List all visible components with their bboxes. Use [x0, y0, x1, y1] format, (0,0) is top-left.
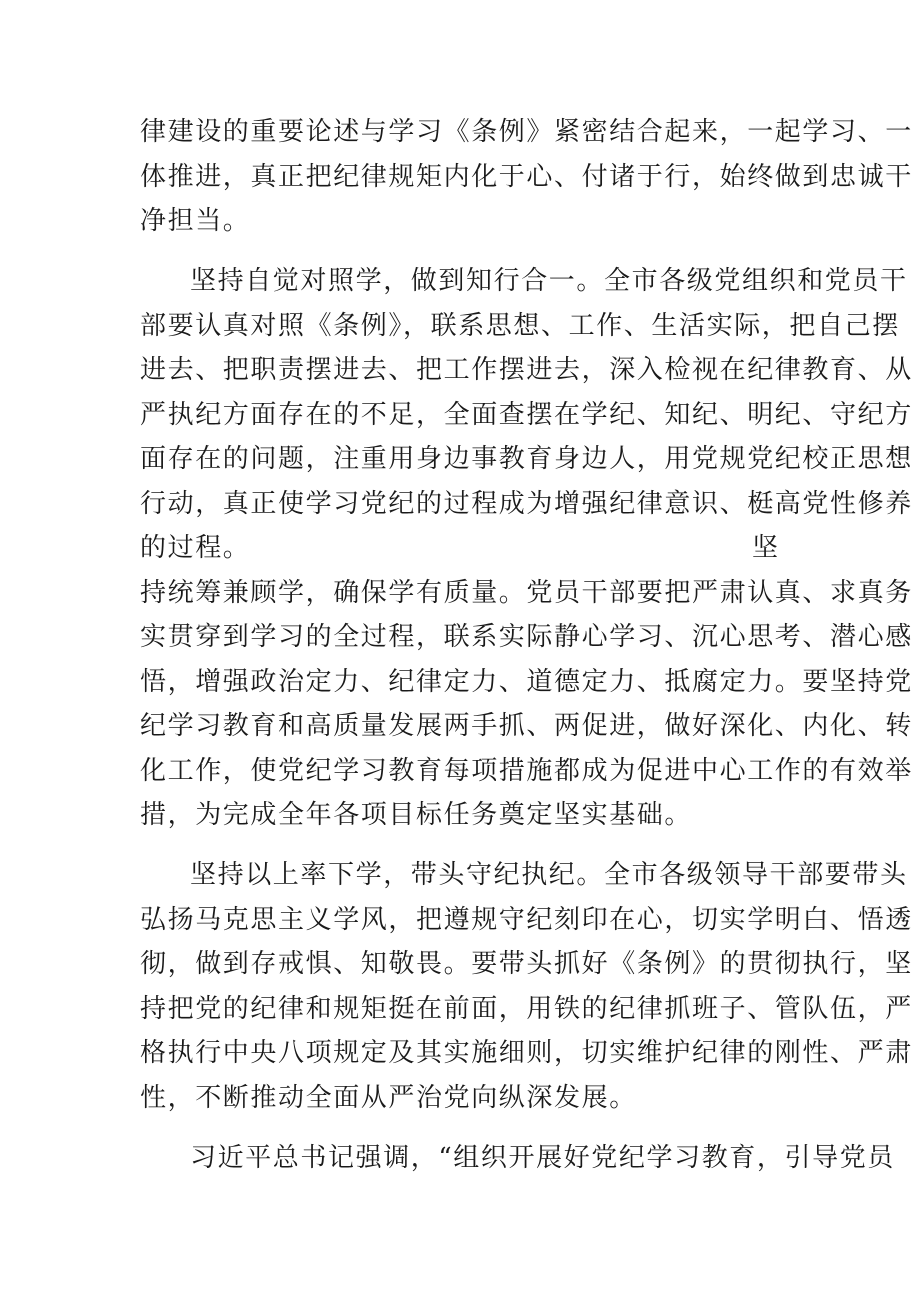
para4-line2: 弘扬马克思主义学风，把遵规守纪刻印在心，切实学明白、悟透: [140, 905, 913, 935]
para4-line5: 格执行中央八项规定及其实施细则，切实维护纪律的刚性、严肃: [140, 1038, 913, 1068]
para5-line1: 习近平总书记强调，“组织开展好党纪学习教育，引导党员: [190, 1143, 895, 1173]
para3-line6: 措，为完成全年各项目标任务奠定坚实基础。: [140, 800, 693, 830]
para4-line4: 持把党的纪律和规矩挺在前面，用铁的纪律抓班子、管队伍，严: [140, 994, 913, 1024]
para4-line1: 坚持以上率下学，带头守纪执纪。全市各级领导干部要带头: [190, 860, 908, 890]
para3-line2: 实贯穿到学习的全过程，联系实际静心学习、沉心思考、潜心感: [140, 622, 913, 652]
para3-line3: 悟，增强政治定力、纪律定力、道德定力、抵腐定力。要坚持党: [140, 667, 913, 697]
para2-line4: 严执纪方面存在的不足，全面查摆在学纪、知纪、明纪、守纪方: [140, 400, 913, 430]
para3-line5: 化工作，使党纪学习教育每项措施都成为促进中心工作的有效举: [140, 756, 913, 786]
para1-line2: 体推进，真正把纪律规矩内化于心、付诸于行，始终做到忠诚干: [140, 162, 913, 192]
para3-line1: 持统筹兼顾学，确保学有质量。党员干部要把严肃认真、求真务: [140, 578, 913, 608]
para4-line6: 性，不断推动全面从严治党向纵深发展。: [140, 1083, 637, 1113]
para3-start-fragment: 坚: [752, 533, 779, 563]
para2-line7: 的过程。: [140, 533, 251, 563]
para1-line1: 律建设的重要论述与学习《条例》紧密结合起来，一起学习、一: [140, 117, 913, 147]
para2-line1: 坚持自觉对照学，做到知行合一。全市各级党组织和党员干: [190, 266, 908, 296]
para2-line2: 部要认真对照《条例》，联系思想、工作、生活实际，把自己摆: [140, 311, 900, 341]
para4-line3: 彻，做到存戒惧、知敬畏。要带头抓好《条例》的贯彻执行，坚: [140, 949, 913, 979]
para3-line4: 纪学习教育和高质量发展两手抓、两促进，做好深化、内化、转: [140, 711, 913, 741]
para2-line5: 面存在的问题，注重用身边事教育身边人，用党规党纪校正思想: [140, 444, 913, 474]
para2-line6: 行动，真正使学习党纪的过程成为增强纪律意识、梃高党性修养: [140, 489, 913, 519]
para2-line3: 进去、把职责摆进去、把工作摆进去，深入检视在纪律教育、从: [140, 355, 913, 385]
para1-line3: 净担当。: [140, 206, 251, 236]
